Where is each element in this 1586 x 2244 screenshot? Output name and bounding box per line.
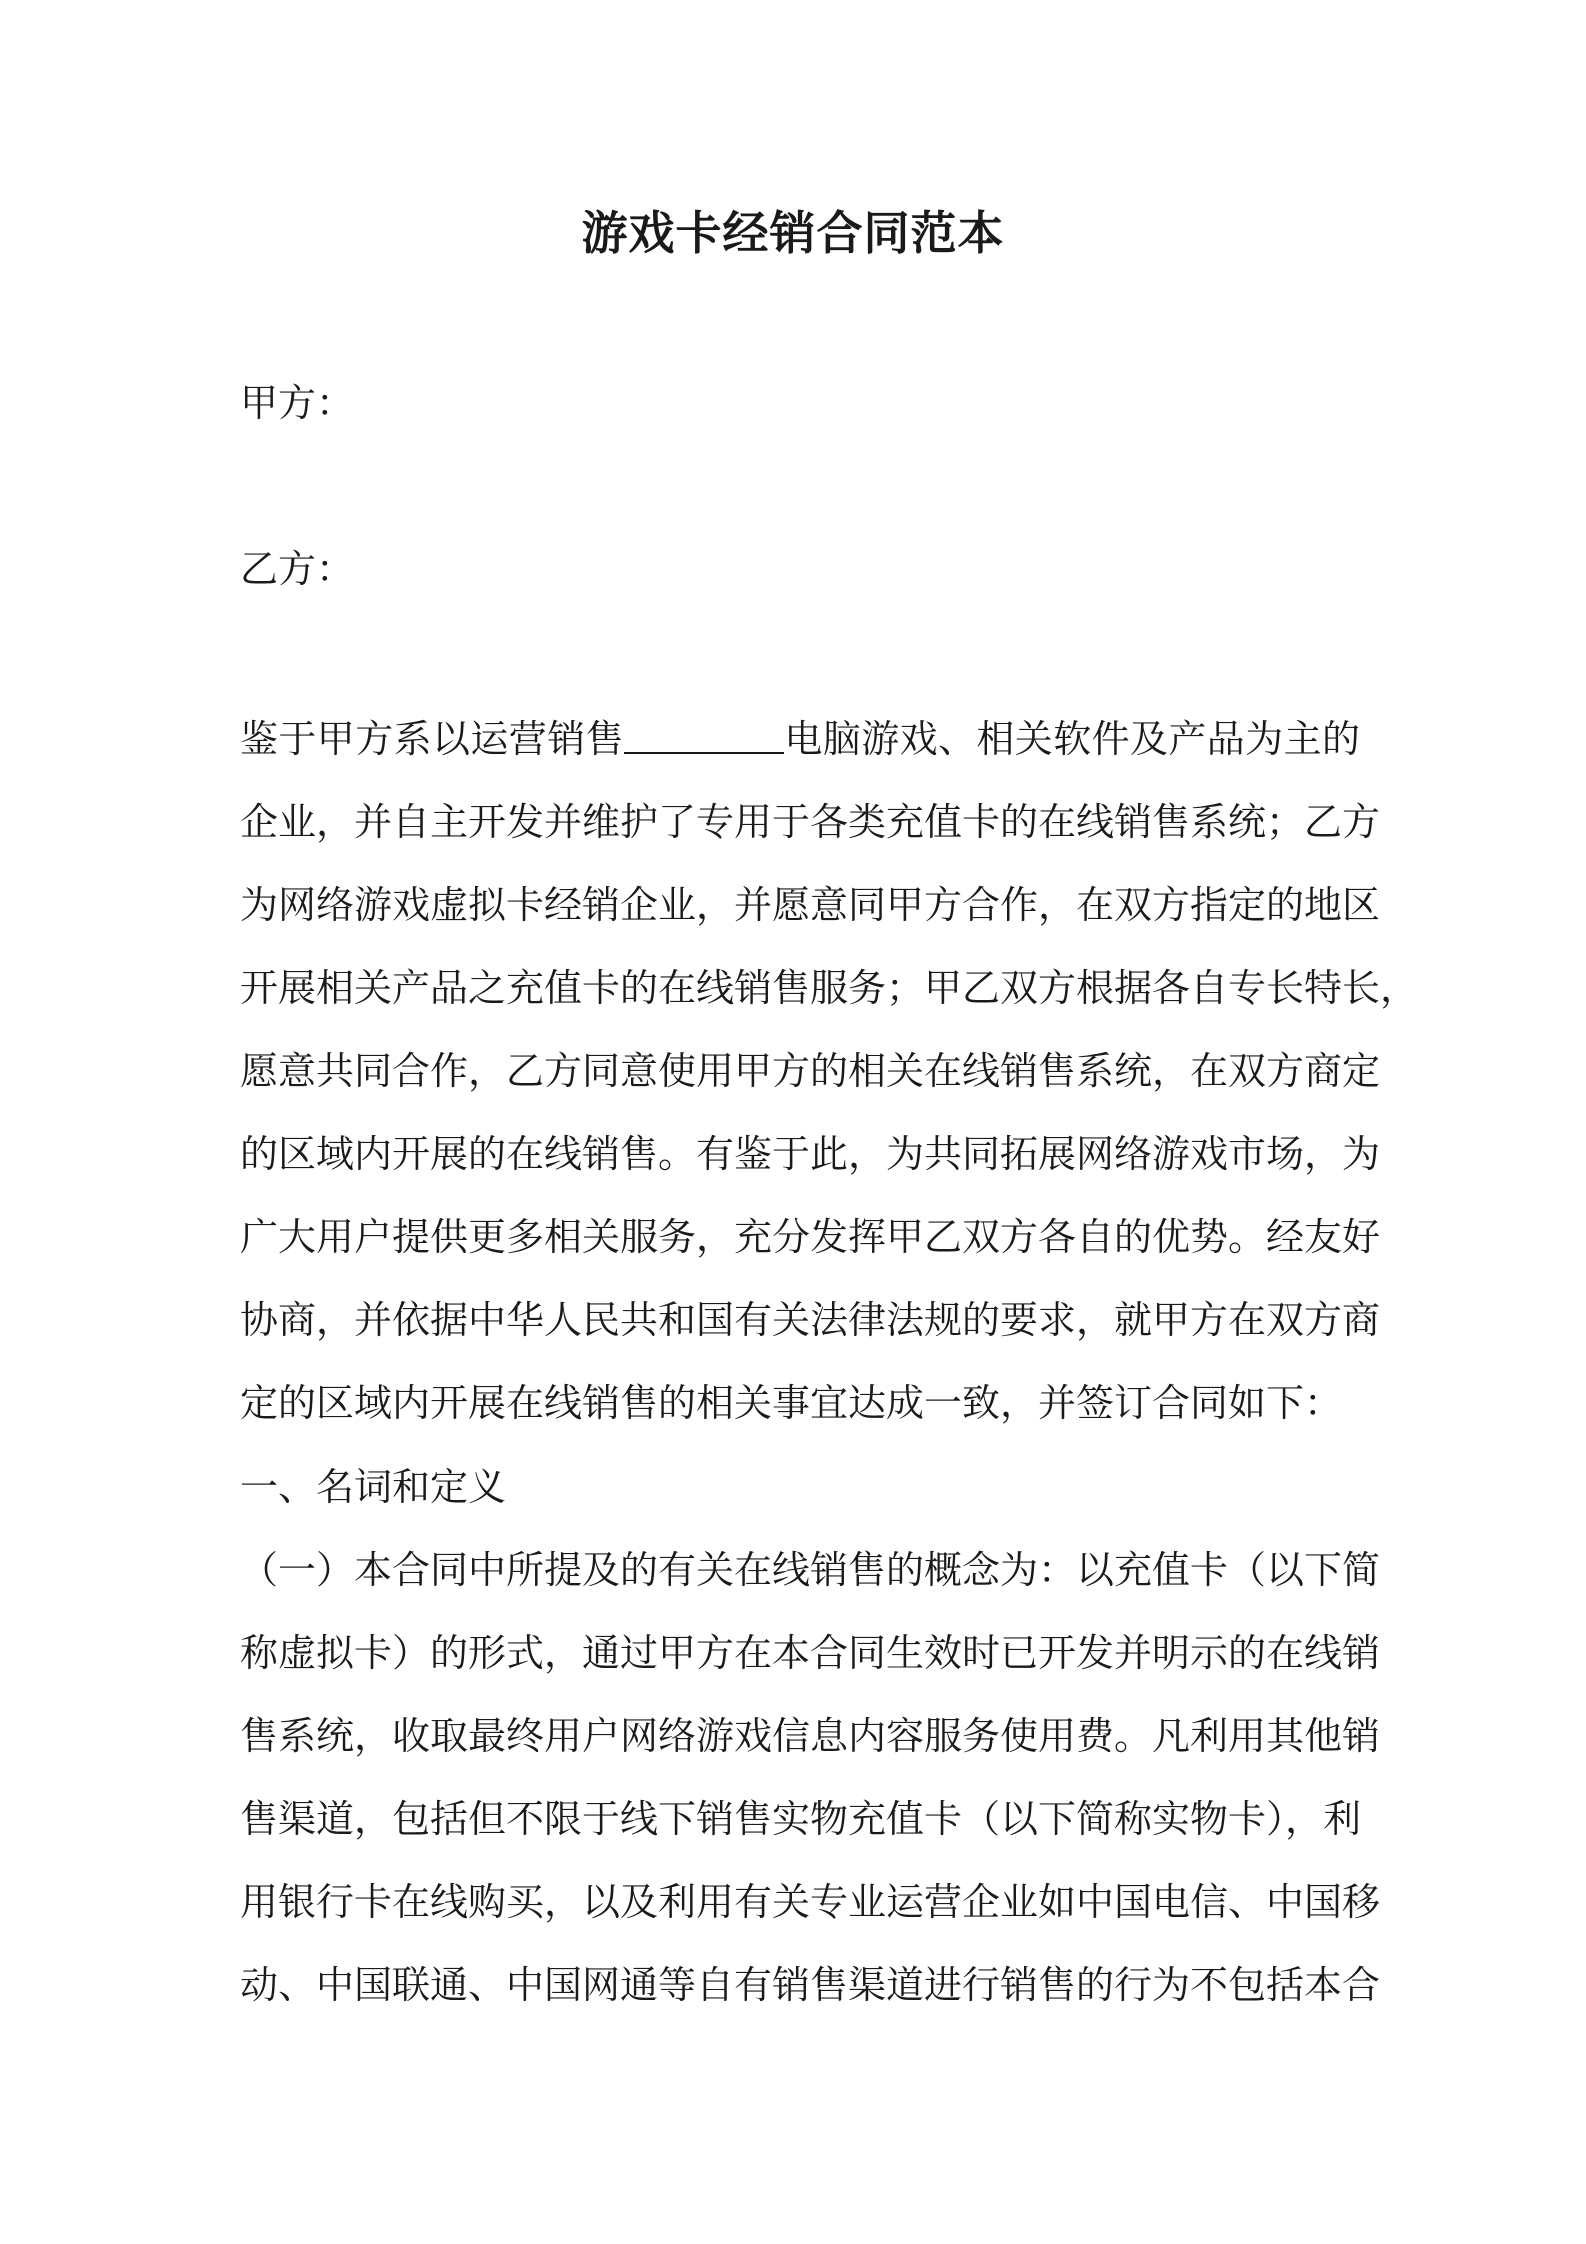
- recitals-line: 愿意共同合作，乙方同意使用甲方的相关在线销售系统，在双方商定: [240, 1049, 1381, 1093]
- clause-line: 动、中国联通、中国网通等自有销售渠道进行销售的行为不包括本合: [240, 1963, 1381, 2007]
- recitals-paragraph: [240, 698, 1419, 1445]
- clause-paragraph: [240, 1529, 1381, 2027]
- recitals-line: 开展相关产品之充值卡的在线销售服务；甲乙双方根据各自专长特长，: [240, 966, 1419, 1010]
- section-heading: 一、名词和定义: [240, 1465, 507, 1509]
- party-b-label: 乙方：: [240, 547, 355, 591]
- recitals-line: 协商，并依据中华人民共和国有关法律法规的要求，就甲方在双方商: [240, 1298, 1381, 1342]
- party-a-label: 甲方：: [240, 381, 355, 425]
- recitals-line: 的区域内开展的在线销售。有鉴于此，为共同拓展网络游戏市场，为: [240, 1132, 1381, 1176]
- document-title: 游戏卡经销合同范本: [581, 206, 1005, 260]
- clause-line: 用银行卡在线购买，以及利用有关专业运营企业如中国电信、中国移: [240, 1880, 1381, 1924]
- fill-in-blank: [624, 712, 784, 754]
- recitals-line: 广大用户提供更多相关服务，充分发挥甲乙双方各自的优势。经友好: [240, 1215, 1381, 1259]
- clause-line: 售系统，收取最终用户网络游戏信息内容服务使用费。凡利用其他销: [240, 1714, 1381, 1758]
- recitals-line: 为网络游戏虚拟卡经销企业，并愿意同甲方合作，在双方指定的地区: [240, 883, 1381, 927]
- recitals-line: 企业，并自主开发并维护了专用于各类充值卡的在线销售系统；乙方: [240, 800, 1381, 844]
- recitals-text-before-blank: 鉴于甲方系以运营销售: [240, 717, 624, 761]
- recitals-text-after-blank: 电脑游戏、相关软件及产品为主的: [784, 717, 1360, 761]
- clause-line: 售渠道，包括但不限于线下销售实物充值卡（以下简称实物卡），利: [240, 1797, 1362, 1841]
- clause-line: 称虚拟卡）的形式，通过甲方在本合同生效时已开发并明示的在线销: [240, 1631, 1381, 1675]
- recitals-line: [240, 698, 1360, 781]
- clause-line: （一）本合同中所提及的有关在线销售的概念为：以充值卡（以下简: [240, 1548, 1381, 1592]
- recitals-line: 定的区域内开展在线销售的相关事宜达成一致，并签订合同如下：: [240, 1381, 1343, 1425]
